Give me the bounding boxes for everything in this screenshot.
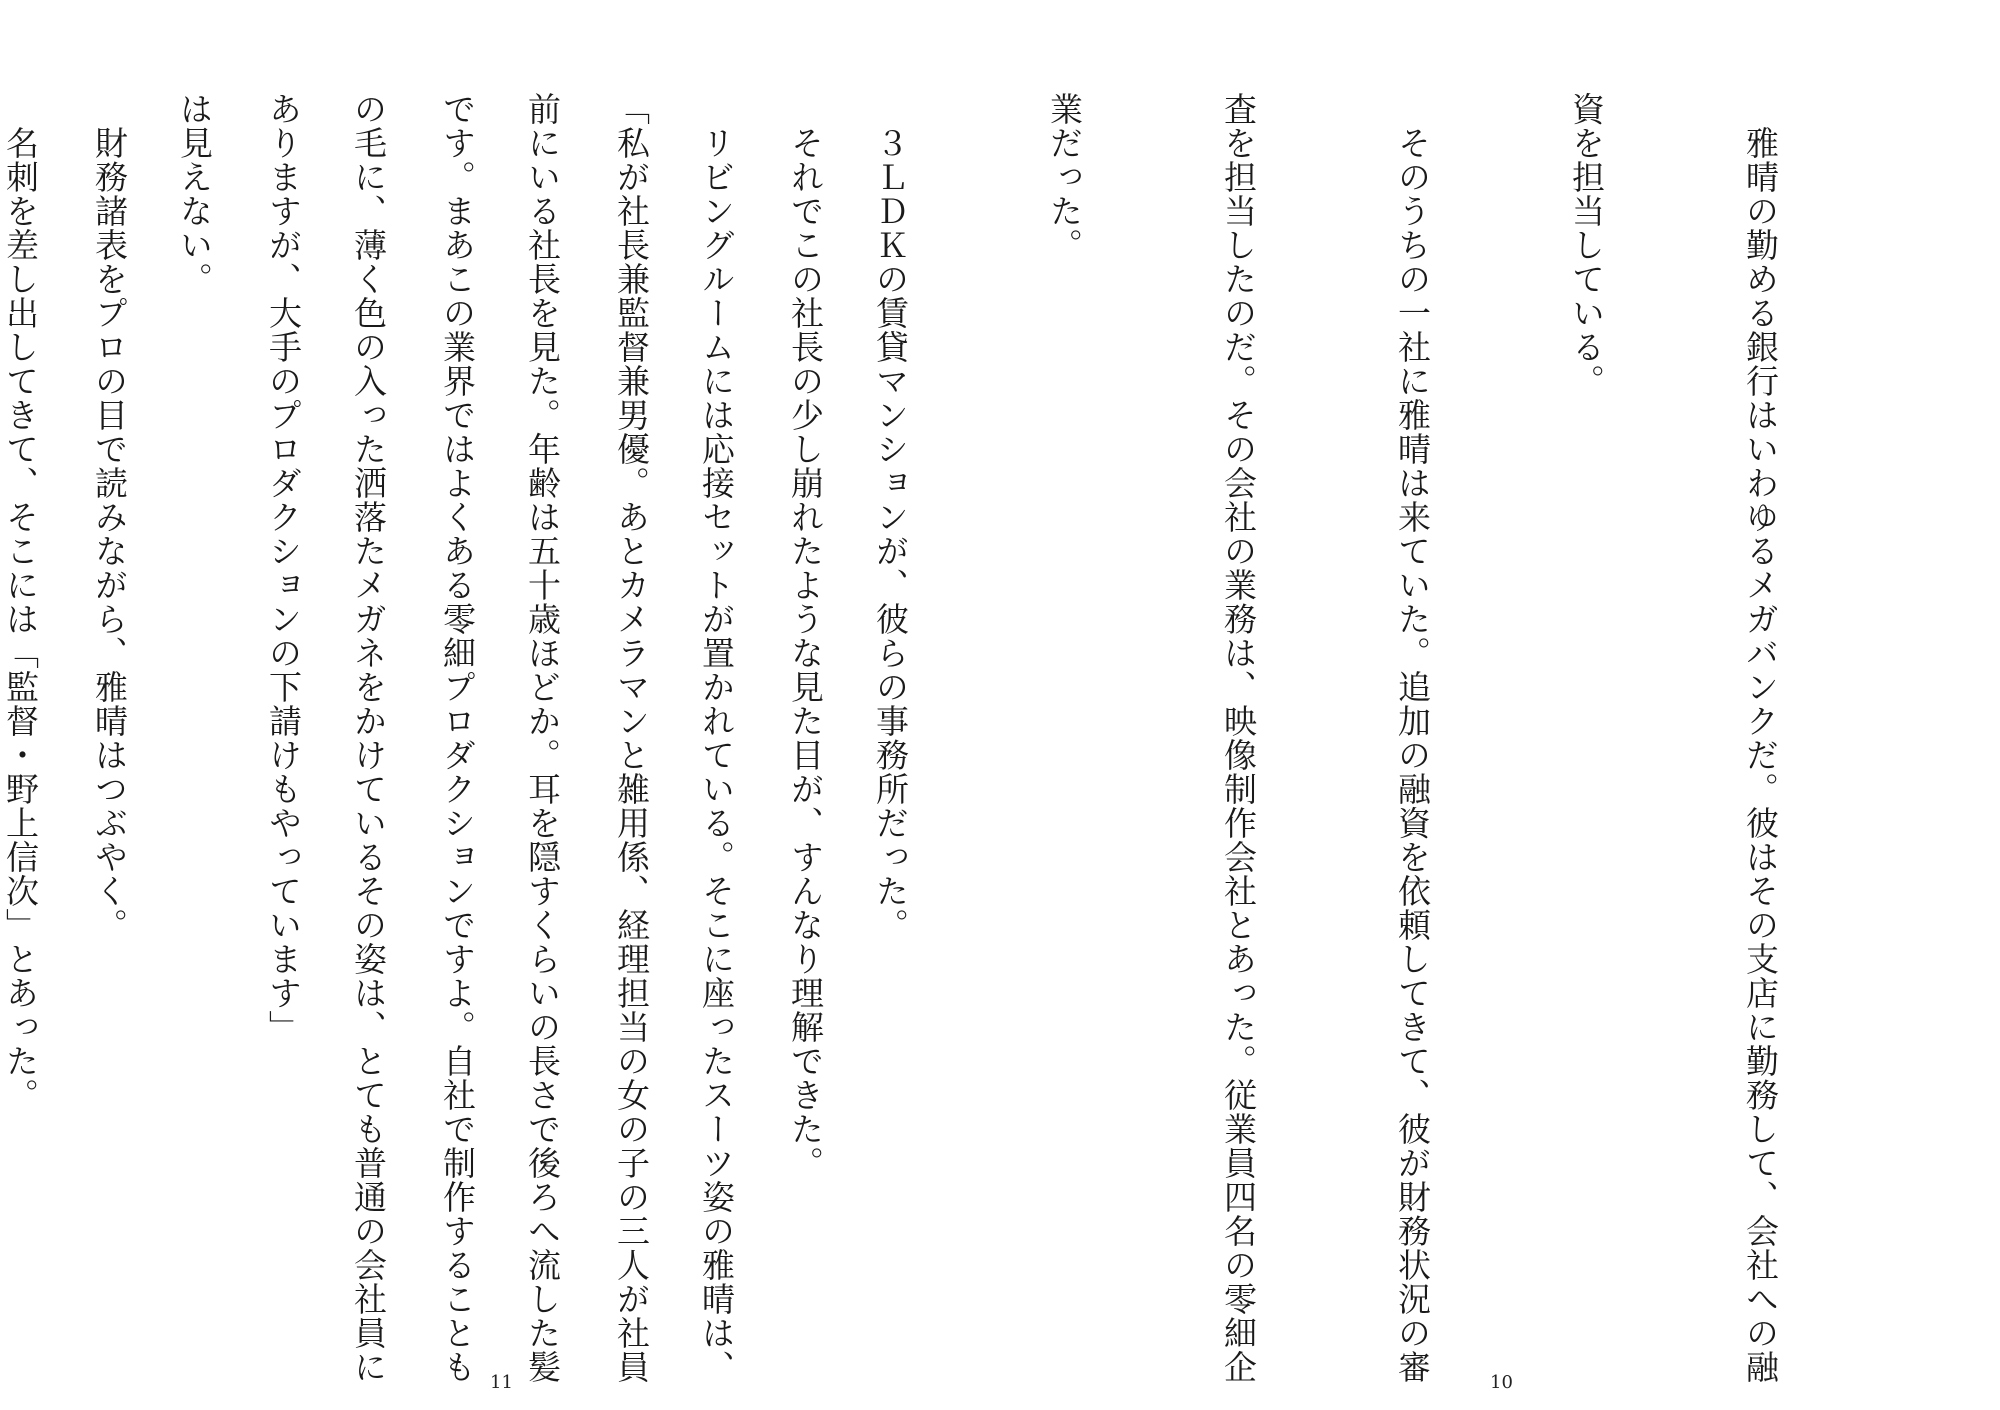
text-line: リビングルームには応接セットが置かれている。そこに座ったスーツ姿の雅晴は、 bbox=[697, 92, 736, 1384]
text-line: 雅晴の勤める銀行はいわゆるメガバンクだ。彼はその支店に勤務して、会社への融 bbox=[1741, 92, 1780, 1384]
text-line: 業だった。 bbox=[1045, 92, 1084, 262]
text-line: 「私が社長兼監督兼男優。あとカメラマンと雑用係、経理担当の女の子の三人が社員 bbox=[612, 92, 651, 1384]
text-line: です。まあこの業界ではよくある零細プロダクションですよ。自社で制作することも bbox=[438, 92, 477, 1384]
text-line: の毛に、薄く色の入った洒落たメガネをかけているその姿は、とても普通の会社員に bbox=[349, 92, 388, 1384]
text-line: そのうちの一社に雅晴は来ていた。追加の融資を依頼してきて、彼が財務状況の審 bbox=[1393, 92, 1432, 1384]
text-line: 査を担当したのだ。その会社の業務は、映像制作会社とあった。従業員四名の零細企 bbox=[1219, 92, 1258, 1384]
text-line: それでこの社長の少し崩れたような見た目が、すんなり理解できた。 bbox=[786, 92, 825, 1180]
text-line: 名刺を差し出してきて、そこには「監督・野上信次」とあった。 bbox=[1, 92, 40, 1112]
text-line: 前にいる社長を見た。年齢は五十歳ほどか。耳を隠すくらいの長さで後ろへ流した髪 bbox=[523, 92, 562, 1384]
text-line: 財務諸表をプロの目で読みながら、雅晴はつぶやく。 bbox=[90, 92, 129, 942]
page-number-left: 11 bbox=[490, 1372, 513, 1393]
text-line: は見えない。 bbox=[175, 92, 214, 296]
text-line: ３ＬＤＫの賃貸マンションが、彼らの事務所だった。 bbox=[871, 92, 910, 942]
text-line: 資を担当している。 bbox=[1567, 92, 1606, 398]
text-line: ありますが、大手のプロダクションの下請けもやっています」 bbox=[264, 92, 303, 1044]
page-number-right: 10 bbox=[1490, 1372, 1513, 1393]
